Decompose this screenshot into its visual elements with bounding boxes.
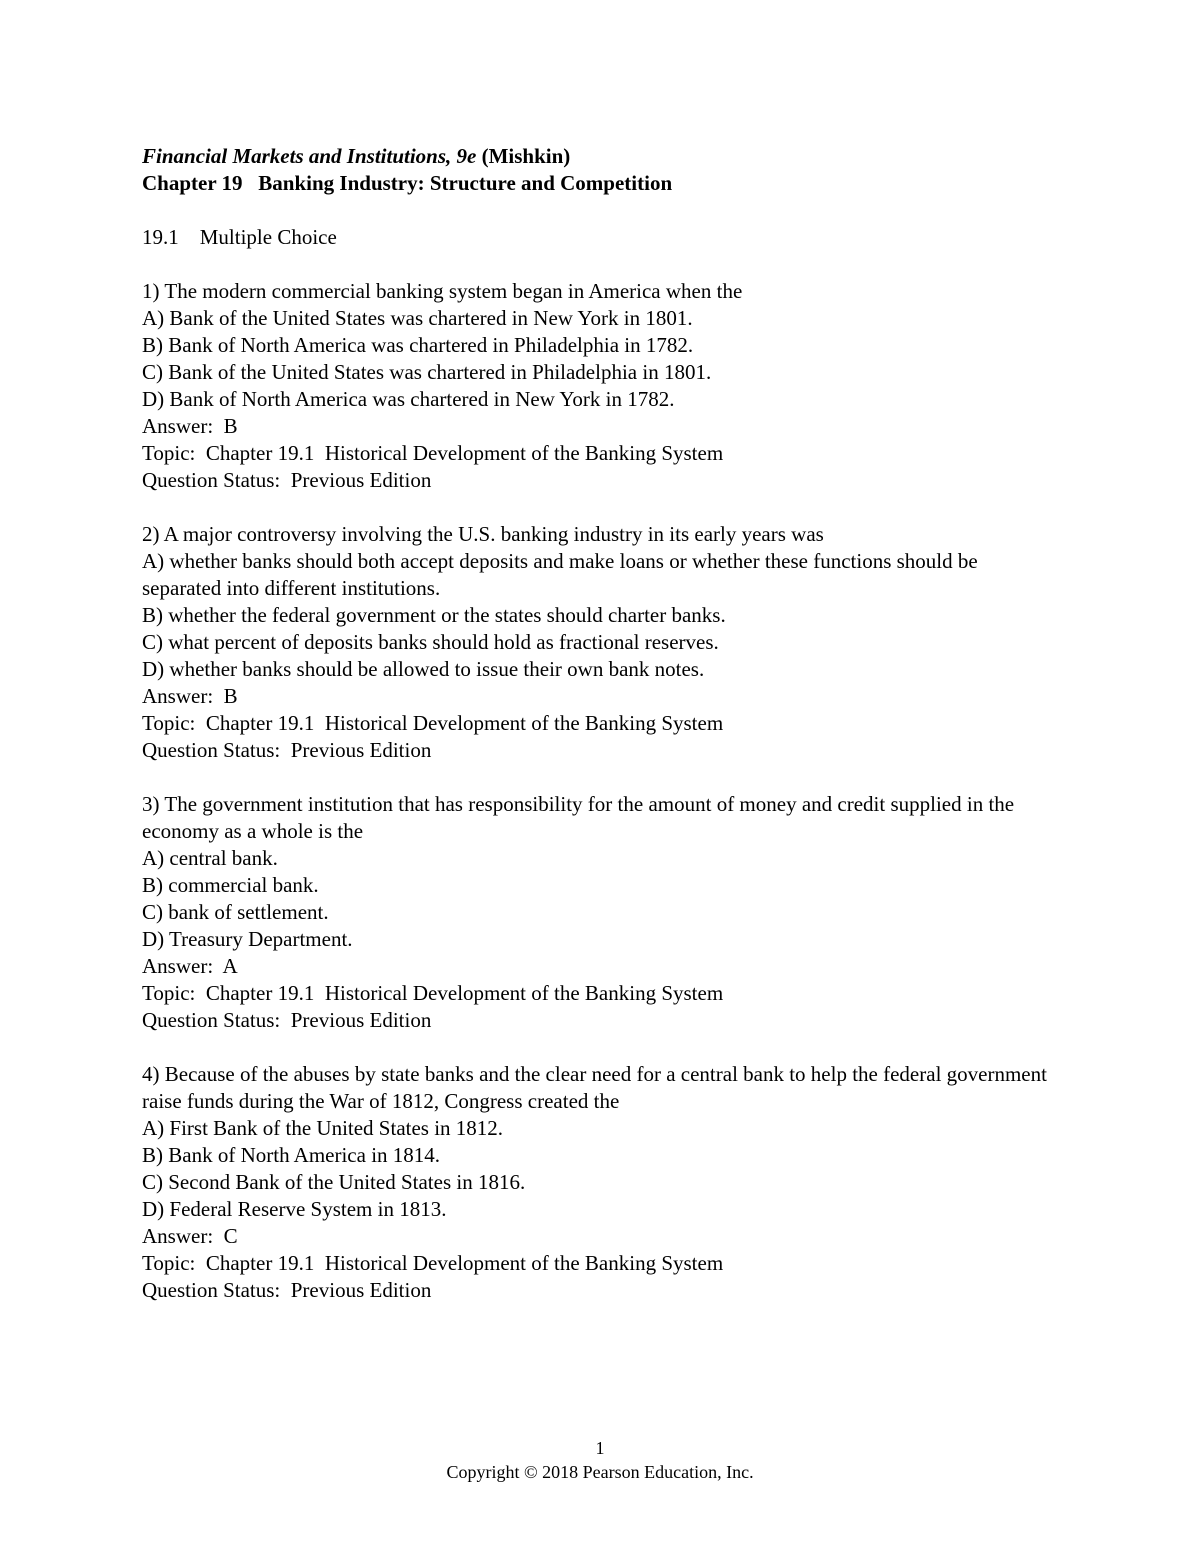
question-status: Question Status: Previous Edition [142,1278,432,1302]
question-3 [142,791,1062,1034]
answer-option: C) what percent of deposits banks should hold as fractional reserves. [142,630,719,654]
answer-key: Answer: A [142,954,238,978]
answer-option: B) commercial bank. [142,873,319,897]
answer-option: C) bank of settlement. [142,900,329,924]
spacer [142,197,1062,224]
question-1 [142,278,1062,494]
question-stem: 1) The modern commercial banking system began in America when the [142,279,743,303]
question-status: Question Status: Previous Edition [142,738,432,762]
answer-option: D) whether banks should be allowed to issue their own bank notes. [142,657,705,681]
copyright-notice: Copyright © 2018 Pearson Education, Inc. [446,1462,754,1482]
answer-option: A) central bank. [142,846,278,870]
answer-key: Answer: B [142,684,238,708]
answer-option: C) Bank of the United States was chartered in Philadelphia in 1801. [142,360,712,384]
answer-key: Answer: B [142,414,238,438]
answer-key: Answer: C [142,1224,238,1248]
answer-option: B) Bank of North America in 1814. [142,1143,441,1167]
page-content [142,143,1062,1304]
question-4 [142,1061,1062,1304]
spacer [142,251,1062,278]
question-2 [142,521,1062,764]
question-status: Question Status: Previous Edition [142,1008,432,1032]
answer-option: A) Bank of the United States was chartered in New York in 1801. [142,306,693,330]
page-number: 1 [595,1438,605,1458]
book-title: Financial Markets and Institutions, 9e [142,144,477,168]
answer-option: A) First Bank of the United States in 1812. [142,1116,504,1140]
book-title-line [142,143,1062,170]
answer-option: B) Bank of North America was chartered in Philadelphia in 1782. [142,333,694,357]
question-status: Question Status: Previous Edition [142,468,432,492]
spacer [142,1034,1062,1061]
chapter-heading: Chapter 19 Banking Industry: Structure and Competition [142,171,673,195]
answer-option: A) whether banks should both accept deposits and make loans or whether these functions should be separated into different institutions. [142,549,983,600]
question-stem: 4) Because of the abuses by state banks and the clear need for a central bank to help the federal government raise funds during the War of 1812, Congress created the [142,1062,1053,1113]
question-topic: Topic: Chapter 19.1 Historical Development of the Banking System [142,1251,724,1275]
answer-option: D) Treasury Department. [142,927,353,951]
answer-option: D) Federal Reserve System in 1813. [142,1197,447,1221]
section-heading: 19.1 Multiple Choice [142,225,337,249]
answer-option: C) Second Bank of the United States in 1816. [142,1170,526,1194]
question-stem: 3) The government institution that has responsibility for the amount of money and credit supplied in the economy as a whole is the [142,792,1020,843]
question-topic: Topic: Chapter 19.1 Historical Development of the Banking System [142,981,724,1005]
question-stem: 2) A major controversy involving the U.S. banking industry in its early years was [142,522,824,546]
question-topic: Topic: Chapter 19.1 Historical Development of the Banking System [142,711,724,735]
answer-option: D) Bank of North America was chartered in New York in 1782. [142,387,675,411]
question-topic: Topic: Chapter 19.1 Historical Development of the Banking System [142,441,724,465]
book-author: (Mishkin) [476,144,571,168]
spacer [142,764,1062,791]
answer-option: B) whether the federal government or the states should charter banks. [142,603,726,627]
spacer [142,494,1062,521]
